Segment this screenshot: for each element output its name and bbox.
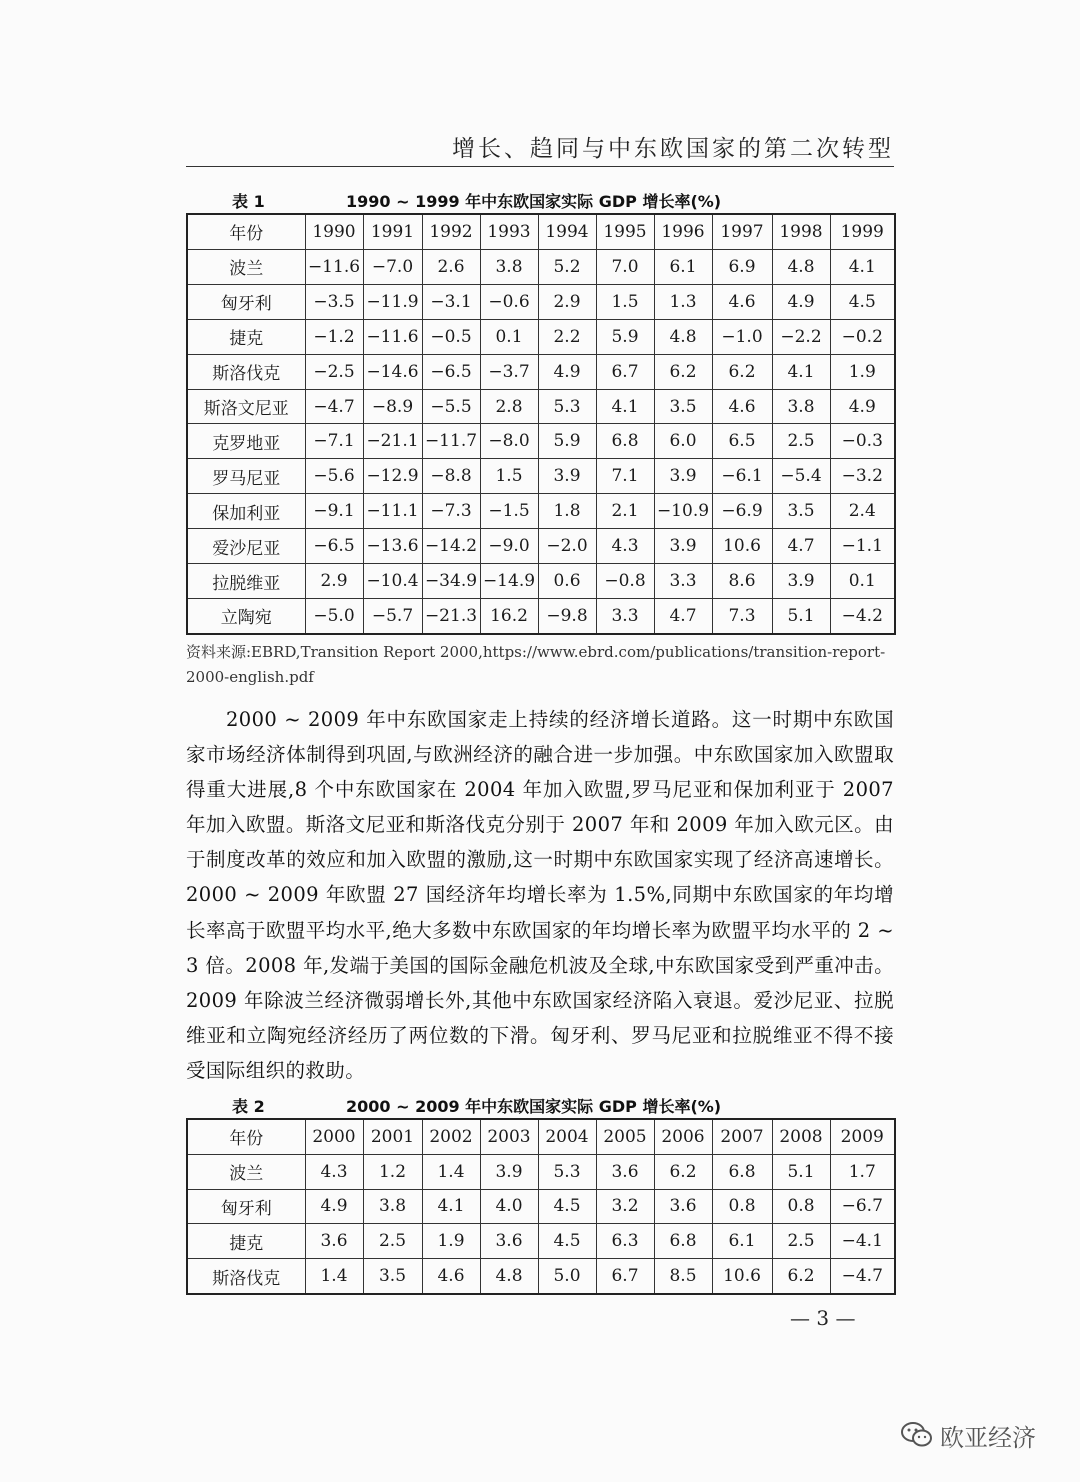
column-header-year: 2002: [422, 1119, 480, 1154]
column-header-year: 2008: [772, 1119, 830, 1154]
cell-value: 2.5: [363, 1224, 422, 1259]
cell-value: 4.1: [596, 389, 654, 424]
cell-value: 2.9: [538, 284, 596, 319]
cell-value: 3.3: [596, 598, 654, 634]
cell-value: 3.3: [654, 564, 712, 599]
cell-value: −5.7: [363, 598, 422, 634]
cell-value: −2.0: [538, 529, 596, 564]
table1: [186, 213, 896, 635]
cell-value: −3.1: [422, 284, 480, 319]
column-header-year: 1997: [712, 214, 772, 249]
cell-value: 0.8: [772, 1189, 830, 1224]
cell-value: 8.5: [654, 1259, 712, 1294]
cell-value: 7.1: [596, 459, 654, 494]
cell-value: 3.8: [772, 389, 830, 424]
table-row: [187, 389, 895, 424]
cell-value: −21.1: [363, 424, 422, 459]
cell-value: 6.2: [654, 354, 712, 389]
cell-value: 3.8: [480, 249, 538, 284]
table-row: [187, 354, 895, 389]
cell-value: −3.2: [830, 459, 895, 494]
column-header-year: 2000: [305, 1119, 363, 1154]
cell-value: 3.6: [654, 1189, 712, 1224]
cell-value: 1.7: [830, 1154, 895, 1189]
cell-value: 10.6: [712, 1259, 772, 1294]
row-country: 克罗地亚: [187, 424, 305, 459]
cell-value: −6.9: [712, 494, 772, 529]
cell-value: −11.6: [305, 249, 363, 284]
cell-value: 4.7: [654, 598, 712, 634]
cell-value: −9.0: [480, 529, 538, 564]
table1-source-note: 资料来源:EBRD,Transition Report 2000,https://www.ebrd.com/publications/transition-report-2000-english.pdf: [186, 643, 886, 686]
table1-title: 1990 ~ 1999 年中东欧国家实际 GDP 增长率(%): [346, 192, 722, 211]
cell-value: 4.6: [712, 284, 772, 319]
cell-value: 5.1: [772, 1154, 830, 1189]
cell-value: −13.6: [363, 529, 422, 564]
cell-value: 1.2: [363, 1154, 422, 1189]
row-country: 罗马尼亚: [187, 459, 305, 494]
cell-value: −6.5: [305, 529, 363, 564]
column-header-year: 1990: [305, 214, 363, 249]
cell-value: −7.1: [305, 424, 363, 459]
cell-value: 1.3: [654, 284, 712, 319]
watermark-text: 欧亚经济: [940, 1423, 1036, 1452]
cell-value: 6.8: [596, 424, 654, 459]
running-header: [186, 128, 894, 167]
cell-value: 1.4: [305, 1259, 363, 1294]
cell-value: −11.1: [363, 494, 422, 529]
cell-value: 3.6: [305, 1224, 363, 1259]
cell-value: 4.9: [305, 1189, 363, 1224]
cell-value: 4.3: [305, 1154, 363, 1189]
cell-value: −3.5: [305, 284, 363, 319]
cell-value: 6.2: [654, 1154, 712, 1189]
cell-value: 0.6: [538, 564, 596, 599]
cell-value: −0.6: [480, 284, 538, 319]
cell-value: −14.2: [422, 529, 480, 564]
body-paragraph: 2000 ~ 2009 年中东欧国家走上持续的经济增长道路。这一时期中东欧国家市场经济体制得到巩固,与欧洲经济的融合进一步加强。中东欧国家加入欧盟取得重大进展,8 个中东欧国家在 2004 年加入欧盟,罗马尼亚和保加利亚于 2007 年加入欧盟。斯洛文尼亚和斯洛伐克分别于 2007 年和 2009 年加入欧元区。由于制度改革的效应和加入欧盟的激励,这一时期中东欧国家实现了经济高速增长。2000 ~ 2009 年欧盟 27 国经济年均增长率为 1.5%,同期中东欧国家的年均增长率高于欧盟平均水平,绝大多数中东欧国家的年均增长率为欧盟平均水平的 2 ~ 3 倍。2008 年,发端于美国的国际金融危机波及全球,中东欧国家受到严重冲击。2009 年除波兰经济微弱增长外,其他中东欧国家经济陷入衰退。爱沙尼亚、拉脱维亚和立陶宛经济经历了两位数的下滑。匈牙利、罗马尼亚和拉脱维亚不得不接受国际组织的救助。: [186, 708, 894, 1082]
table-row: [187, 249, 895, 284]
cell-value: 4.5: [538, 1224, 596, 1259]
cell-value: −21.3: [422, 598, 480, 634]
cell-value: 6.1: [712, 1224, 772, 1259]
table2-header-row: [187, 1119, 895, 1154]
cell-value: −4.7: [830, 1259, 895, 1294]
cell-value: −0.3: [830, 424, 895, 459]
row-country: 匈牙利: [187, 1189, 305, 1224]
cell-value: 2.8: [480, 389, 538, 424]
cell-value: 4.1: [422, 1189, 480, 1224]
table-row: [187, 598, 895, 634]
cell-value: −5.6: [305, 459, 363, 494]
cell-value: 1.8: [538, 494, 596, 529]
cell-value: 3.6: [596, 1154, 654, 1189]
cell-value: 4.8: [480, 1259, 538, 1294]
cell-value: −5.5: [422, 389, 480, 424]
cell-value: 6.8: [654, 1224, 712, 1259]
cell-value: −3.7: [480, 354, 538, 389]
cell-value: 6.1: [654, 249, 712, 284]
cell-value: 4.9: [538, 354, 596, 389]
cell-value: 5.2: [538, 249, 596, 284]
cell-value: −1.0: [712, 319, 772, 354]
cell-value: 6.9: [712, 249, 772, 284]
cell-value: 4.7: [772, 529, 830, 564]
cell-value: 3.5: [772, 494, 830, 529]
cell-value: −11.7: [422, 424, 480, 459]
cell-value: −5.0: [305, 598, 363, 634]
column-header-year: 1991: [363, 214, 422, 249]
cell-value: 4.5: [538, 1189, 596, 1224]
cell-value: 1.5: [480, 459, 538, 494]
table2: [186, 1118, 896, 1295]
cell-value: 7.3: [712, 598, 772, 634]
row-country: 爱沙尼亚: [187, 529, 305, 564]
cell-value: −0.5: [422, 319, 480, 354]
column-header-year: 1993: [480, 214, 538, 249]
cell-value: 5.1: [772, 598, 830, 634]
cell-value: 0.8: [712, 1189, 772, 1224]
column-header-year: 1996: [654, 214, 712, 249]
cell-value: −8.0: [480, 424, 538, 459]
cell-value: −5.4: [772, 459, 830, 494]
column-header-year: 1994: [538, 214, 596, 249]
table-row: [187, 564, 895, 599]
wechat-logo-icon: [900, 1420, 934, 1450]
cell-value: −14.9: [480, 564, 538, 599]
cell-value: 2.5: [772, 424, 830, 459]
column-header-year: 1998: [772, 214, 830, 249]
cell-value: −11.9: [363, 284, 422, 319]
cell-value: 6.7: [596, 354, 654, 389]
row-country: 波兰: [187, 249, 305, 284]
row-country: 保加利亚: [187, 494, 305, 529]
cell-value: 0.1: [480, 319, 538, 354]
cell-value: −6.5: [422, 354, 480, 389]
table1-caption: [186, 186, 894, 212]
cell-value: −2.2: [772, 319, 830, 354]
row-country: 斯洛文尼亚: [187, 389, 305, 424]
cell-value: 6.3: [596, 1224, 654, 1259]
table-row: [187, 1259, 895, 1294]
cell-value: −6.7: [830, 1189, 895, 1224]
table2-title: 2000 ~ 2009 年中东欧国家实际 GDP 增长率(%): [346, 1097, 722, 1116]
cell-value: −12.9: [363, 459, 422, 494]
table-row: [187, 1224, 895, 1259]
cell-value: −4.7: [305, 389, 363, 424]
cell-value: 2.2: [538, 319, 596, 354]
cell-value: 4.1: [772, 354, 830, 389]
cell-value: 6.2: [772, 1259, 830, 1294]
column-header-year: 2005: [596, 1119, 654, 1154]
cell-value: −8.9: [363, 389, 422, 424]
cell-value: 4.5: [830, 284, 895, 319]
table-row: [187, 424, 895, 459]
cell-value: −0.8: [596, 564, 654, 599]
cell-value: 5.3: [538, 1154, 596, 1189]
cell-value: 3.9: [654, 529, 712, 564]
table-row: [187, 459, 895, 494]
cell-value: −0.2: [830, 319, 895, 354]
cell-value: −4.1: [830, 1224, 895, 1259]
cell-value: −9.1: [305, 494, 363, 529]
cell-value: 1.9: [830, 354, 895, 389]
table-row: [187, 284, 895, 319]
table1-header-row: [187, 214, 895, 249]
cell-value: 4.9: [772, 284, 830, 319]
cell-value: 1.4: [422, 1154, 480, 1189]
column-header-year: 2001: [363, 1119, 422, 1154]
cell-value: −1.5: [480, 494, 538, 529]
table-row: [187, 494, 895, 529]
row-country: 斯洛伐克: [187, 354, 305, 389]
cell-value: 4.0: [480, 1189, 538, 1224]
cell-value: 0.1: [830, 564, 895, 599]
cell-value: 3.9: [480, 1154, 538, 1189]
running-header-title: 增长、趋同与中东欧国家的第二次转型: [452, 136, 894, 162]
cell-value: 6.0: [654, 424, 712, 459]
cell-value: −10.9: [654, 494, 712, 529]
cell-value: −11.6: [363, 319, 422, 354]
column-header-year: 2006: [654, 1119, 712, 1154]
table2-number: 表 2: [232, 1097, 265, 1116]
cell-value: −10.4: [363, 564, 422, 599]
cell-value: 5.0: [538, 1259, 596, 1294]
cell-value: −1.2: [305, 319, 363, 354]
column-header-year: 1995: [596, 214, 654, 249]
cell-value: 1.5: [596, 284, 654, 319]
column-header-year: 1999: [830, 214, 895, 249]
row-country: 匈牙利: [187, 284, 305, 319]
cell-value: 6.8: [712, 1154, 772, 1189]
cell-value: −6.1: [712, 459, 772, 494]
cell-value: 2.4: [830, 494, 895, 529]
row-country: 捷克: [187, 1224, 305, 1259]
cell-value: 8.6: [712, 564, 772, 599]
cell-value: 10.6: [712, 529, 772, 564]
cell-value: −2.5: [305, 354, 363, 389]
cell-value: 1.9: [422, 1224, 480, 1259]
table2-caption: [186, 1091, 894, 1117]
cell-value: −1.1: [830, 529, 895, 564]
column-header-year: 2009: [830, 1119, 895, 1154]
cell-value: −8.8: [422, 459, 480, 494]
table-row: [187, 529, 895, 564]
cell-value: 4.9: [830, 389, 895, 424]
table-row: [187, 1189, 895, 1224]
cell-value: 6.7: [596, 1259, 654, 1294]
cell-value: 7.0: [596, 249, 654, 284]
cell-value: 4.6: [422, 1259, 480, 1294]
table-row: [187, 319, 895, 354]
cell-value: 2.1: [596, 494, 654, 529]
column-header-year-label: 年份: [187, 1119, 305, 1154]
column-header-year-label: 年份: [187, 214, 305, 249]
cell-value: 6.5: [712, 424, 772, 459]
cell-value: 6.2: [712, 354, 772, 389]
row-country: 拉脱维亚: [187, 564, 305, 599]
cell-value: 5.3: [538, 389, 596, 424]
cell-value: 4.8: [772, 249, 830, 284]
cell-value: −9.8: [538, 598, 596, 634]
table1-number: 表 1: [232, 192, 265, 211]
cell-value: 2.5: [772, 1224, 830, 1259]
cell-value: −34.9: [422, 564, 480, 599]
cell-value: 3.9: [654, 459, 712, 494]
column-header-year: 1992: [422, 214, 480, 249]
cell-value: 2.9: [305, 564, 363, 599]
cell-value: −14.6: [363, 354, 422, 389]
row-country: 波兰: [187, 1154, 305, 1189]
column-header-year: 2004: [538, 1119, 596, 1154]
cell-value: −4.2: [830, 598, 895, 634]
cell-value: 4.6: [712, 389, 772, 424]
row-country: 捷克: [187, 319, 305, 354]
watermark: [900, 1418, 1036, 1452]
cell-value: 16.2: [480, 598, 538, 634]
table-row: [187, 1154, 895, 1189]
cell-value: 3.5: [363, 1259, 422, 1294]
cell-value: 3.6: [480, 1224, 538, 1259]
cell-value: 4.3: [596, 529, 654, 564]
cell-value: −7.0: [363, 249, 422, 284]
row-country: 斯洛伐克: [187, 1259, 305, 1294]
cell-value: 5.9: [538, 424, 596, 459]
cell-value: 3.5: [654, 389, 712, 424]
cell-value: 4.1: [830, 249, 895, 284]
cell-value: 3.8: [363, 1189, 422, 1224]
column-header-year: 2003: [480, 1119, 538, 1154]
row-country: 立陶宛: [187, 598, 305, 634]
cell-value: 5.9: [596, 319, 654, 354]
cell-value: 3.2: [596, 1189, 654, 1224]
cell-value: 3.9: [538, 459, 596, 494]
page-number: — 3 —: [790, 1306, 856, 1330]
cell-value: 2.6: [422, 249, 480, 284]
column-header-year: 2007: [712, 1119, 772, 1154]
cell-value: 3.9: [772, 564, 830, 599]
cell-value: −7.3: [422, 494, 480, 529]
cell-value: 4.8: [654, 319, 712, 354]
